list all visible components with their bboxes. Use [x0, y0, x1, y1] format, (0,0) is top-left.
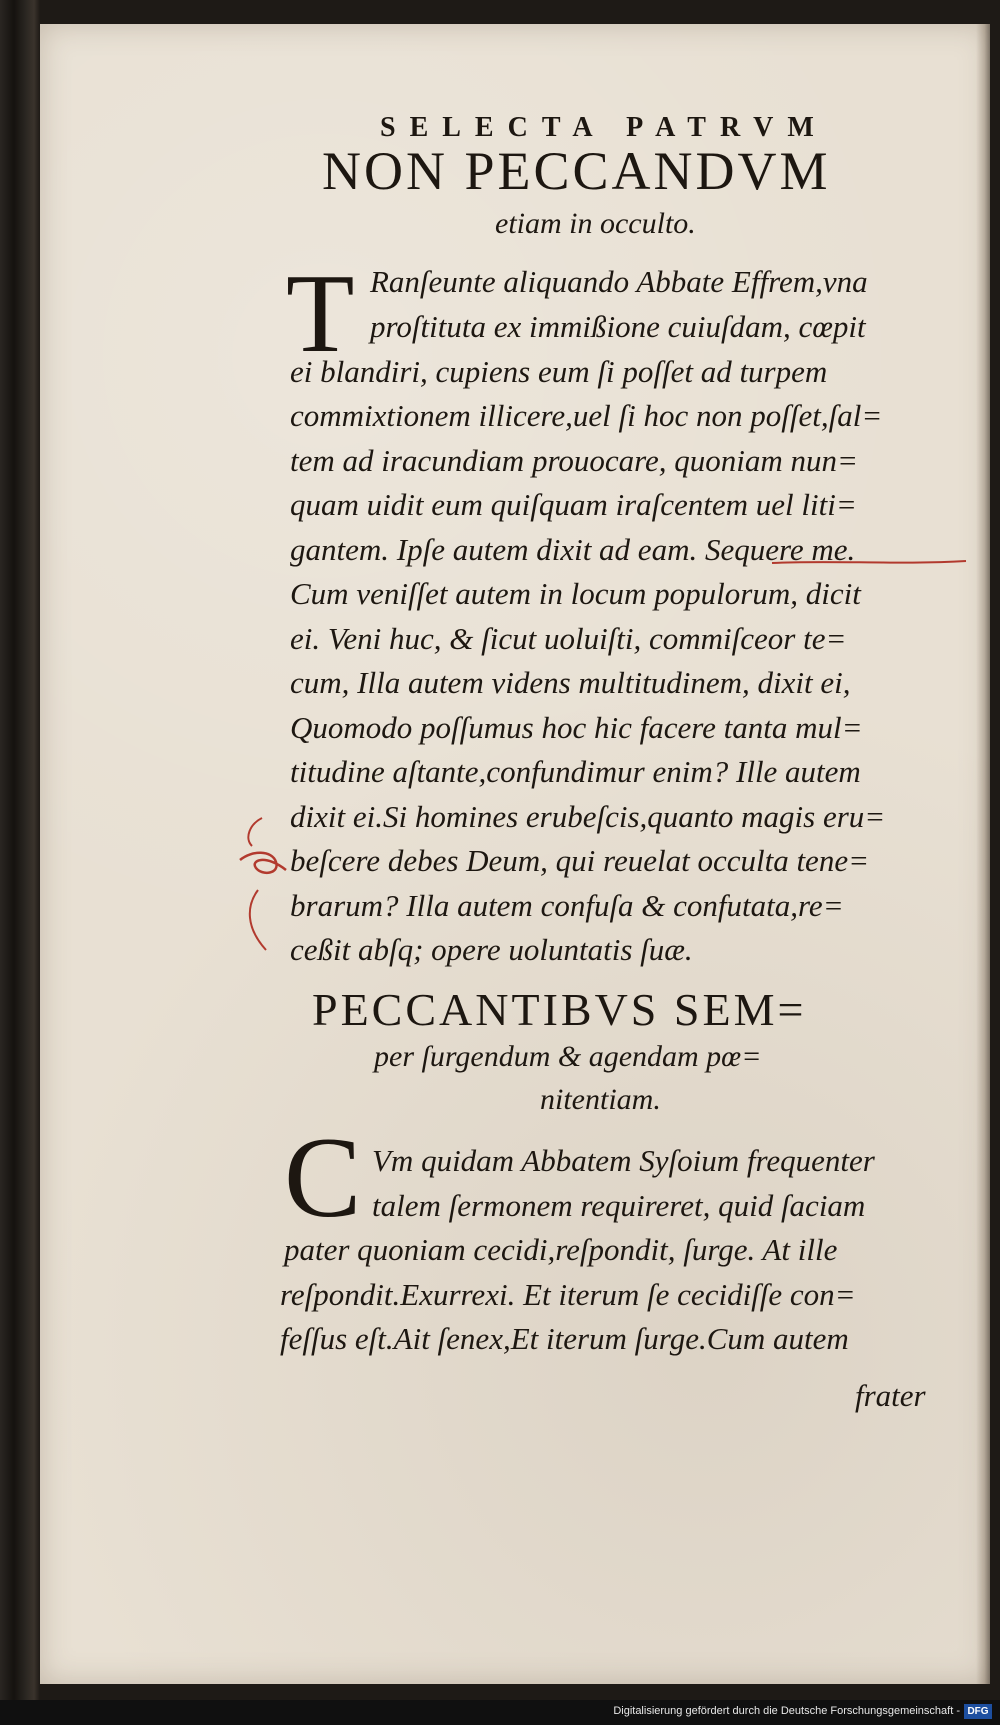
- drop-cap-1: T: [286, 252, 355, 376]
- red-marginal-annotation: [232, 810, 302, 960]
- text-line: beſcere debes Deum, qui reuelat occulta tene=: [290, 843, 869, 878]
- page-edge-shadow: [976, 24, 990, 1684]
- text-line: brarum? Illa autem confuſa & confutata,re=: [290, 888, 844, 923]
- text-line: Cum veniſſet autem in locum populorum, dicit: [290, 576, 861, 611]
- text-line: talem ſermonem requireret, quid ſaciam: [372, 1188, 866, 1223]
- section-subtitle-2-line: per ſurgendum & agendam pœ=: [374, 1040, 762, 1073]
- text-line: ei blandiri, cupiens eum ſi poſſet ad turpem: [290, 354, 828, 389]
- running-head: SELECTA PATRVM: [380, 112, 828, 143]
- catchword: frater: [855, 1378, 926, 1413]
- drop-cap-2: C: [284, 1114, 362, 1242]
- text-line: ceßit abſq; opere uoluntatis ſuæ.: [290, 932, 693, 967]
- text-line: tem ad iracundiam prouocare, quoniam nun=: [290, 443, 858, 478]
- red-underline-mark: [770, 556, 970, 568]
- text-line: gantem. Ipſe autem dixit ad eam. Sequere me.: [290, 532, 856, 567]
- text-line: pater quoniam cecidi,reſpondit, ſurge. At ille: [284, 1232, 838, 1267]
- text-line: Ranſeunte aliquando Abbate Effrem,vna: [370, 264, 868, 299]
- dfg-logo: DFG: [964, 1704, 992, 1719]
- section-title-1: NON PECCANDVM: [322, 141, 831, 201]
- text-line: commixtionem illicere,uel ſi hoc non poſſet,ſal=: [290, 398, 883, 433]
- text-line: titudine aſtante,confundimur enim? Ille autem: [290, 754, 861, 789]
- text-line: proſtituta ex immißione cuiuſdam, cœpit: [370, 309, 866, 344]
- text-line: dixit ei.Si homines erubeſcis,quanto magis eru=: [290, 799, 886, 834]
- section-title-2: PECCANTIBVS SEM=: [312, 984, 807, 1035]
- text-line: cum, Illa autem videns multitudinem, dixit ei,: [290, 665, 851, 700]
- text-line: reſpondit.Exurrexi. Et iterum ſe cecidiſſe con=: [280, 1277, 856, 1312]
- section-subtitle-1: etiam in occulto.: [495, 207, 696, 240]
- footer-credit: Digitalisierung gefördert durch die Deutsche Forschungsgemeinschaft -: [613, 1705, 960, 1717]
- section-subtitle-2-line: nitentiam.: [540, 1083, 661, 1116]
- text-line: quam uidit eum quiſquam iraſcentem uel liti=: [290, 487, 857, 522]
- text-line: Vm quidam Abbatem Syſoium frequenter: [372, 1143, 875, 1178]
- text-line: ei. Veni huc, & ſicut uoluiſti, commiſceor te=: [290, 621, 847, 656]
- text-line: Quomodo poſſumus hoc hic facere tanta mul=: [290, 710, 863, 745]
- text-line: feſſus eſt.Ait ſenex,Et iterum ſurge.Cum autem: [280, 1321, 849, 1356]
